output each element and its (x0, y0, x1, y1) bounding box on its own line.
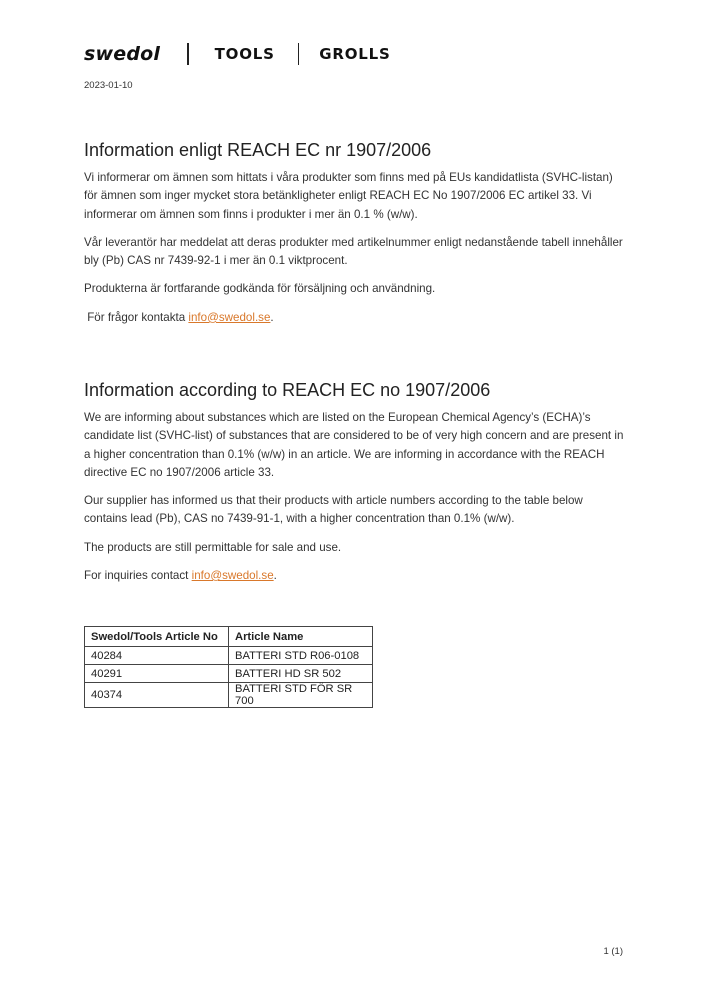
swedish-contact-prefix: För frågor kontakta (84, 310, 189, 324)
swedish-contact-suffix: . (270, 310, 274, 324)
document-date: 2023-01-10 (84, 80, 133, 91)
swedish-paragraph-1: Vi informerar om ämnen som hittats i våra produkter som finns med på EUs kandidatlista (SVHC-listan) för ämnen som inger mycket stora betänkligheter enligt REACH EC No 1907/2006 EC artikel 33. Vi informerar om ämnen som finns i produkter i mer än 0.1 % (w/w). (84, 171, 613, 221)
english-contact-email-link[interactable]: info@swedol.se (191, 569, 274, 583)
english-contact-suffix: . (273, 569, 277, 583)
english-contact-prefix: For inquiries contact (84, 569, 192, 583)
logo-divider (298, 43, 300, 65)
table-row (85, 647, 373, 665)
logo-divider (187, 43, 189, 65)
swedol-logo: swedol (84, 43, 161, 65)
grolls-logo: GROLLS (319, 45, 391, 63)
article-table (84, 626, 373, 708)
table-cell-article-no: 40374 (85, 683, 229, 708)
swedish-paragraph-3: Produkterna är fortfarande godkända för försäljning och användning. (84, 282, 436, 296)
table-cell-article-no: 40291 (85, 665, 229, 683)
table-cell-article-name: BATTERI HD SR 502 (229, 665, 373, 683)
english-section (84, 379, 629, 595)
table-row (85, 683, 373, 708)
english-paragraph-3: The products are still permittable for sale and use. (84, 540, 342, 554)
swedish-section (84, 139, 629, 337)
page-number: 1 (1) (603, 946, 623, 957)
header-logos (84, 40, 391, 68)
table-header-article-name: Article Name (229, 627, 373, 647)
table-cell-article-name: BATTERI STD FÖR SR 700 (229, 683, 373, 708)
english-paragraph-2: Our supplier has informed us that their products with article numbers according to the table below contains lead (Pb), CAS no 7439-91-1, with a higher concentration than 0.1% (w/w). (84, 494, 583, 526)
english-paragraph-1: We are informing about substances which are listed on the European Chemical Agency’s (ECHA)’s candidate list (SVHC-list) of substances that are considered to be of very high concern and are present in a higher concentration than 0.1% (w/w) in an article. We are informing in accordance with the REACH directive EC no 1907/2006 article 33. (84, 411, 624, 479)
table-header-article-no: Swedol/Tools Article No (85, 627, 229, 647)
table-cell-article-no: 40284 (85, 647, 229, 665)
swedish-heading: Information enligt REACH EC nr 1907/2006 (84, 140, 432, 160)
table-row (85, 665, 373, 683)
swedish-paragraph-2: Vår leverantör har meddelat att deras produkter med artikelnummer enligt nedanstående tabell innehåller bly (Pb) CAS nr 7439-92-1 i mer än 0.1 viktprocent. (84, 235, 623, 268)
english-contact (84, 567, 629, 585)
tools-logo: TOOLS (214, 45, 275, 63)
table-header-row (85, 627, 373, 647)
swedish-contact (84, 309, 629, 327)
english-heading: Information according to REACH EC no 1907/2006 (84, 380, 491, 400)
swedish-contact-email-link[interactable]: info@swedol.se (188, 310, 271, 324)
table-cell-article-name: BATTERI STD R06-0108 (229, 647, 373, 665)
